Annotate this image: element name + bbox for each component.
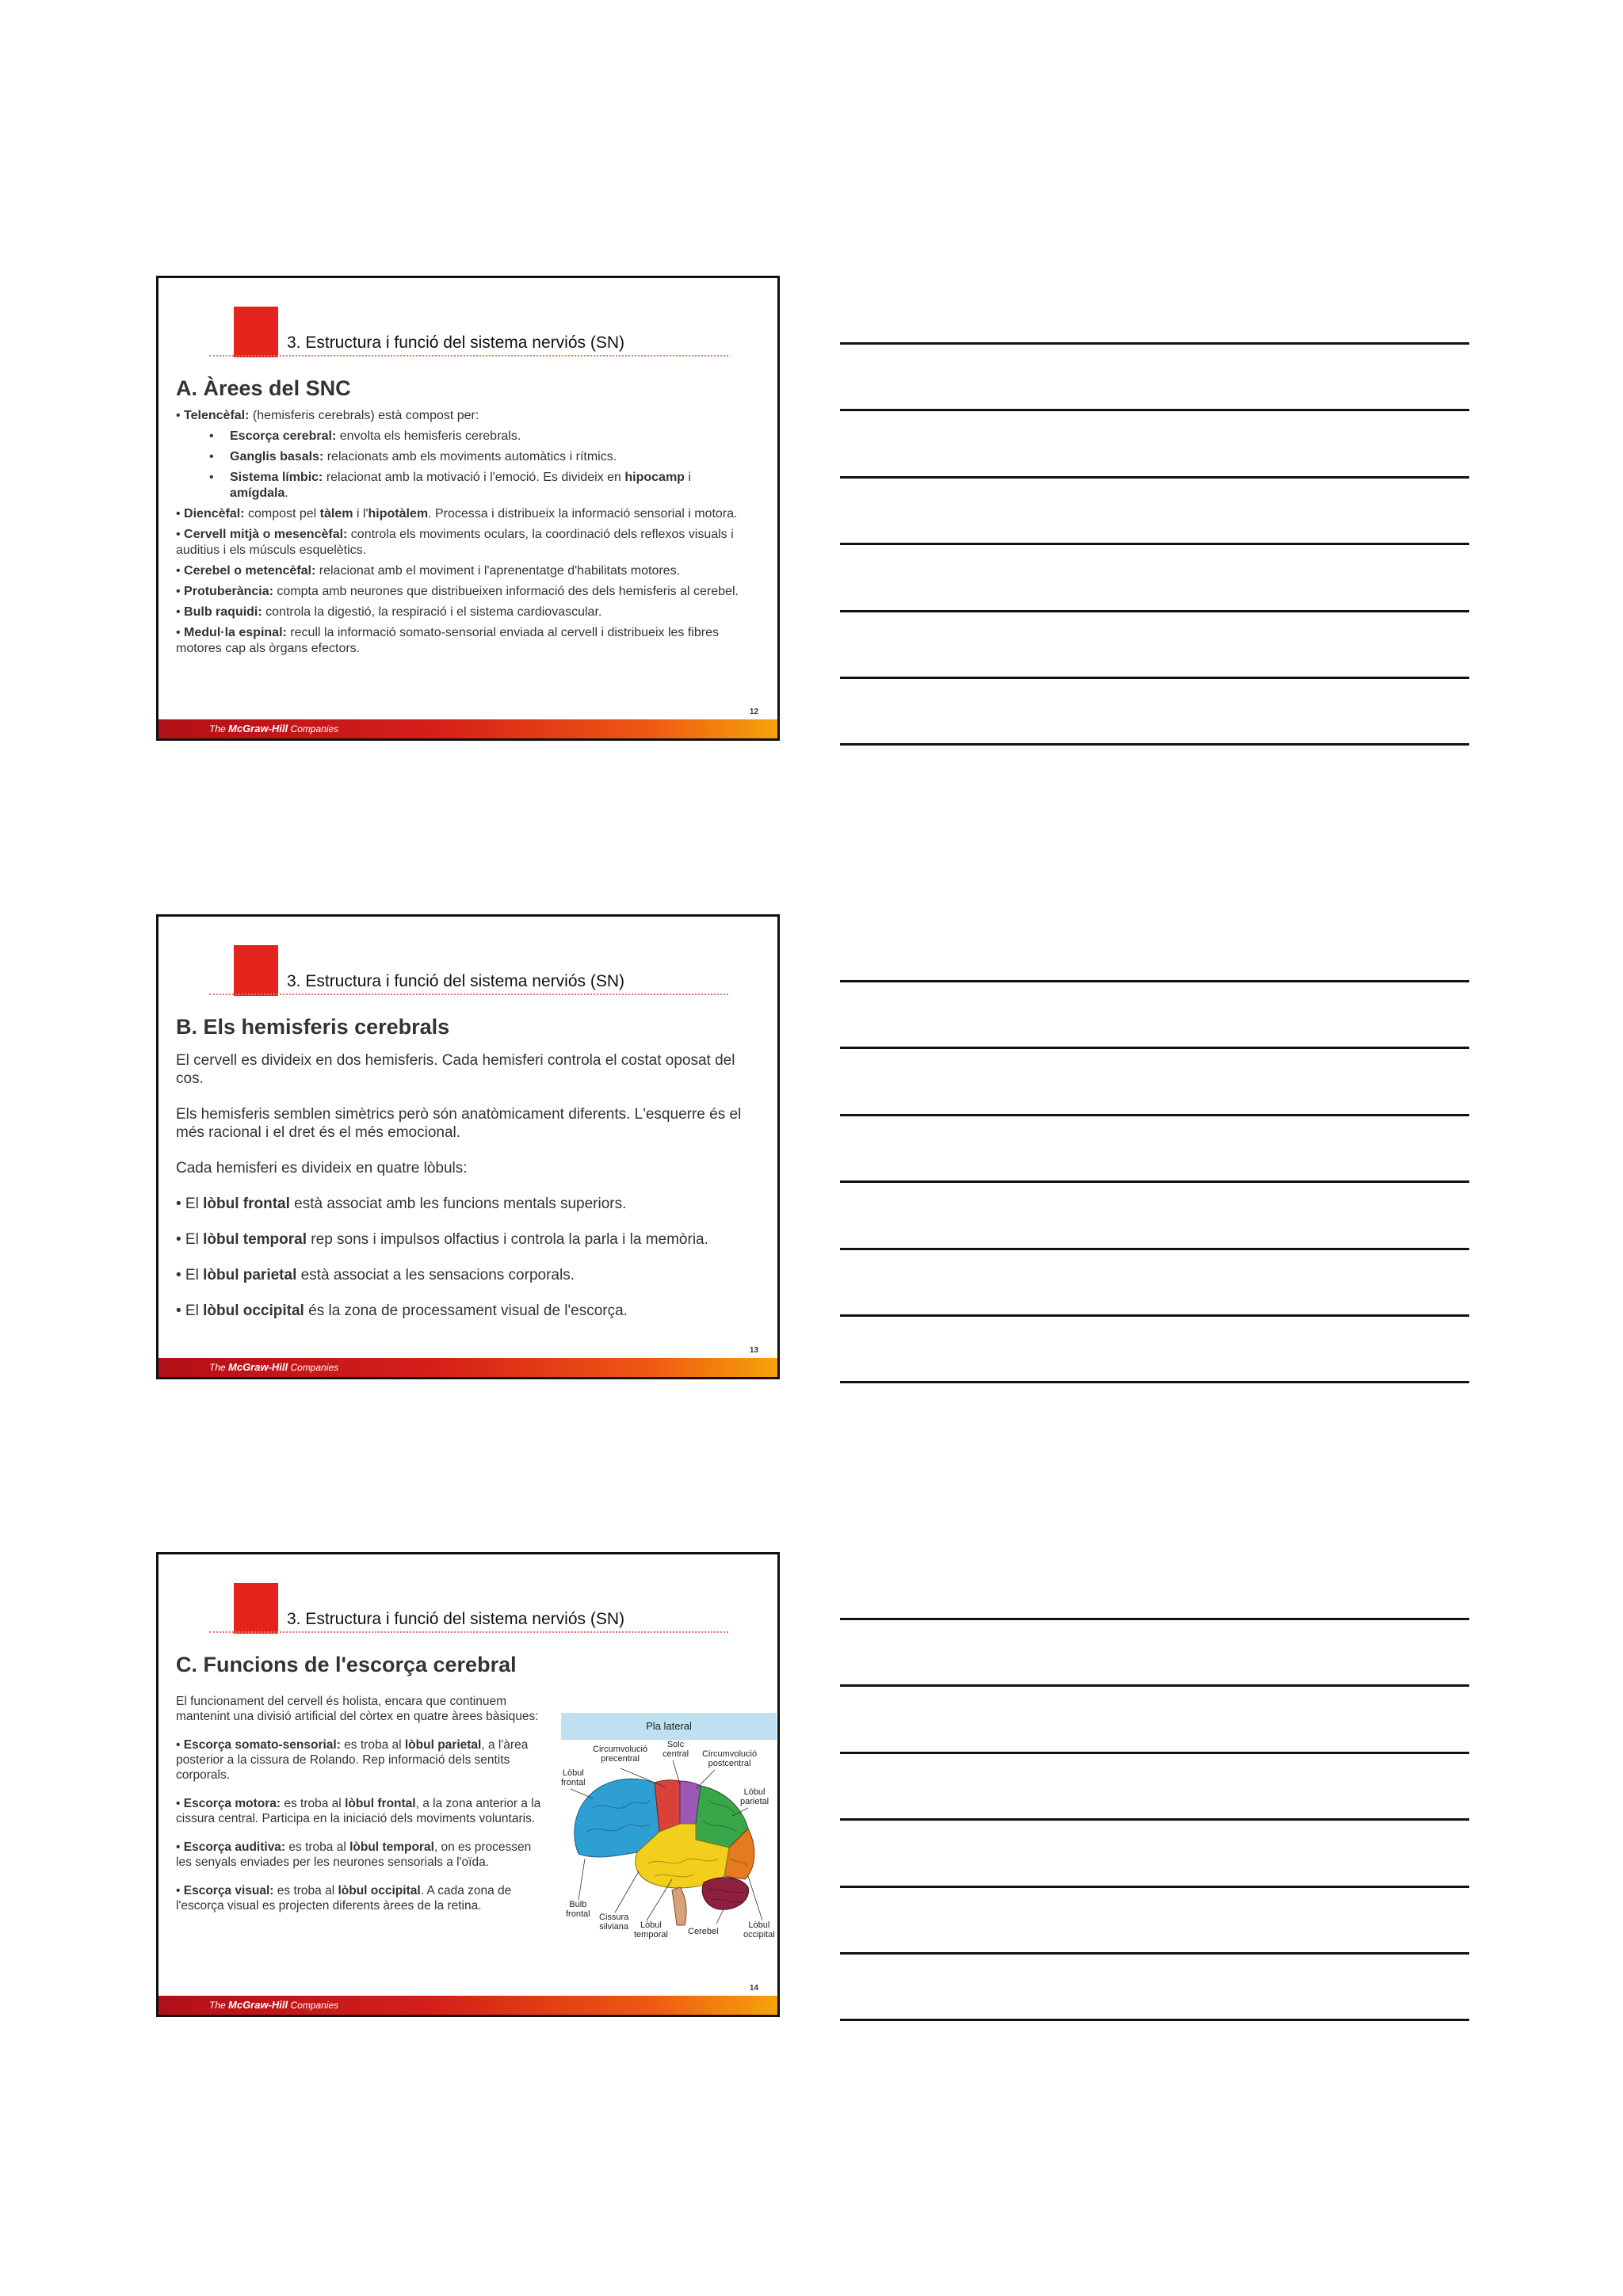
label-cissura-silviana: Cissura silviana (599, 1913, 629, 1932)
list-item: • Ganglis basals: relacionats amb els moviments automàtics i rítmics. (209, 450, 617, 463)
list-item: • Sistema límbic: relacionat amb la motivació i l'emoció. Es divideix en hipocamp i amígdala. (209, 471, 691, 500)
list-item: • Escorça auditiva: es troba al lòbul temporal, on es processen les senyals enviades per les neurones sensorials a l'oïda. (176, 1840, 532, 1869)
paragraph: El cervell es divideix en dos hemisferis. Cada hemisferi controla el costat oposat del cos. (176, 1052, 735, 1087)
dotted-divider (209, 1631, 728, 1633)
note-line (840, 2019, 1469, 2021)
list-item: • El lòbul occipital és la zona de processament visual de l'escorça. (176, 1302, 628, 1319)
list-item: • Cerebel o metencèfal: relacionat amb el moviment i l'aprenentatge d'habilitats motores. (176, 564, 681, 578)
slide-13 (156, 914, 780, 1379)
brain-lateral-figure (561, 1713, 777, 1943)
list-item: • Bulb raquidi: controla la digestió, la respiració i el sistema cardiovascular. (176, 605, 602, 619)
note-line (840, 1752, 1469, 1754)
list-item: • Telencèfal: (hemisferis cerebrals) està compost per: (176, 409, 479, 422)
label-circ-precentral: Circumvolució precentral (593, 1745, 648, 1764)
list-item: • Protuberància: compta amb neurones que distribueixen informació des dels hemisferis al cerebel. (176, 585, 739, 598)
list-item: • Escorça motora: es troba al lòbul frontal, a la zona anterior a la cissura central. Participa en la iniciació dels moviments voluntaris. (176, 1797, 541, 1825)
slide-body (176, 1051, 747, 1337)
note-line (840, 610, 1469, 612)
slide-heading: C. Funcions de l'escorça cerebral (176, 1653, 517, 1676)
label-lobul-frontal: Lòbul frontal (561, 1768, 586, 1787)
footer-bar (158, 719, 777, 738)
list-item: • El lòbul frontal està associat amb les funcions mentals superiors. (176, 1196, 627, 1212)
publisher-logo: The McGraw-Hill Companies (209, 1361, 339, 1373)
label-circ-postcentral: Circumvolució postcentral (702, 1749, 758, 1768)
footer-bar (158, 1996, 777, 2015)
note-line (840, 743, 1469, 746)
label-lobul-temporal: Lòbul temporal (634, 1920, 668, 1939)
note-line (840, 543, 1469, 545)
page-number: 13 (749, 1346, 758, 1355)
paragraph: Els hemisferis semblen simètrics però són anatòmicament diferents. L'esquerre és el més racional i el dret és el més emocional. (176, 1106, 742, 1141)
paragraph: El funcionament del cervell és holista, encara que continuem mantenint una divisió artificial del còrtex en quatre àrees bàsiques: (176, 1695, 539, 1723)
section-title: 3. Estructura i funció del sistema nerviós (SN) (287, 1610, 624, 1628)
label-solc-central: Solc central (663, 1740, 689, 1759)
slide-12 (156, 276, 780, 741)
page-number: 14 (749, 1984, 758, 1993)
note-line (840, 409, 1469, 411)
note-line (840, 1114, 1469, 1116)
slide-heading: A. Àrees del SNC (176, 376, 351, 400)
red-accent-block (234, 1583, 278, 1634)
slide-heading: B. Els hemisferis cerebrals (176, 1015, 450, 1039)
note-line (840, 476, 1469, 479)
slide-body (176, 1694, 548, 1927)
cerebellum (702, 1878, 748, 1909)
note-line (840, 342, 1469, 345)
publisher-logo: The McGraw-Hill Companies (209, 723, 339, 734)
footer-bar (158, 1358, 777, 1377)
label-lobul-parietal: Lòbul parietal (740, 1787, 769, 1806)
list-item: • El lòbul parietal està associat a les sensacions corporals. (176, 1267, 575, 1283)
publisher-logo: The McGraw-Hill Companies (209, 1999, 339, 2011)
label-bulb-frontal: Bulb frontal (566, 1900, 590, 1919)
list-item: • El lòbul temporal rep sons i impulsos olfactius i controla la parla i la memòria. (176, 1231, 708, 1248)
note-line (840, 1952, 1469, 1955)
list-item: • Escorça visual: es troba al lòbul occipital. A cada zona de l'escorça visual es projecten diferents àrees de la retina. (176, 1884, 512, 1913)
dotted-divider (209, 355, 728, 357)
list-item: • Escorça cerebral: envolta els hemisferis cerebrals. (209, 429, 521, 443)
section-title: 3. Estructura i funció del sistema nerviós (SN) (287, 972, 624, 990)
paragraph: Cada hemisferi es divideix en quatre lòbuls: (176, 1160, 468, 1177)
slide-14 (156, 1552, 780, 2017)
note-line (840, 1314, 1469, 1317)
label-lobul-occipital: Lòbul occipital (743, 1920, 775, 1939)
note-line (840, 1248, 1469, 1250)
note-line (840, 980, 1469, 982)
note-line (840, 1381, 1469, 1383)
slide-body (176, 408, 739, 662)
note-line (840, 1618, 1469, 1620)
note-line (840, 1180, 1469, 1183)
figure-title: Pla lateral (646, 1720, 692, 1732)
list-item: • Escorça somato-sensorial: es troba al lòbul parietal, a l'àrea posterior a la cissura de Rolando. Rep informació dels sentits corporals. (176, 1738, 529, 1782)
section-title: 3. Estructura i funció del sistema nerviós (SN) (287, 334, 624, 352)
dotted-divider (209, 994, 728, 995)
brainstem (672, 1887, 686, 1925)
list-item: • Medul·la espinal: recull la informació somato-sensorial enviada al cervell i distribueix les fibres motores cap als òrgans efectors. (176, 626, 719, 655)
list-item: • Diencèfal: compost pel tàlem i l'hipotàlem. Processa i distribueix la informació sensorial i motora. (176, 507, 738, 521)
note-line (840, 1818, 1469, 1821)
label-cerebel: Cerebel (688, 1927, 719, 1936)
note-line (840, 677, 1469, 679)
note-line (840, 1886, 1469, 1888)
red-accent-block (234, 945, 278, 996)
note-line (840, 1047, 1469, 1049)
precentral-gyrus (655, 1780, 680, 1832)
page-number: 12 (749, 707, 758, 716)
note-line (840, 1684, 1469, 1687)
red-accent-block (234, 307, 278, 357)
list-item: • Cervell mitjà o mesencèfal: controla els moviments oculars, la coordinació dels reflexos visuals i auditius i els músculs esquelètics. (176, 528, 734, 557)
